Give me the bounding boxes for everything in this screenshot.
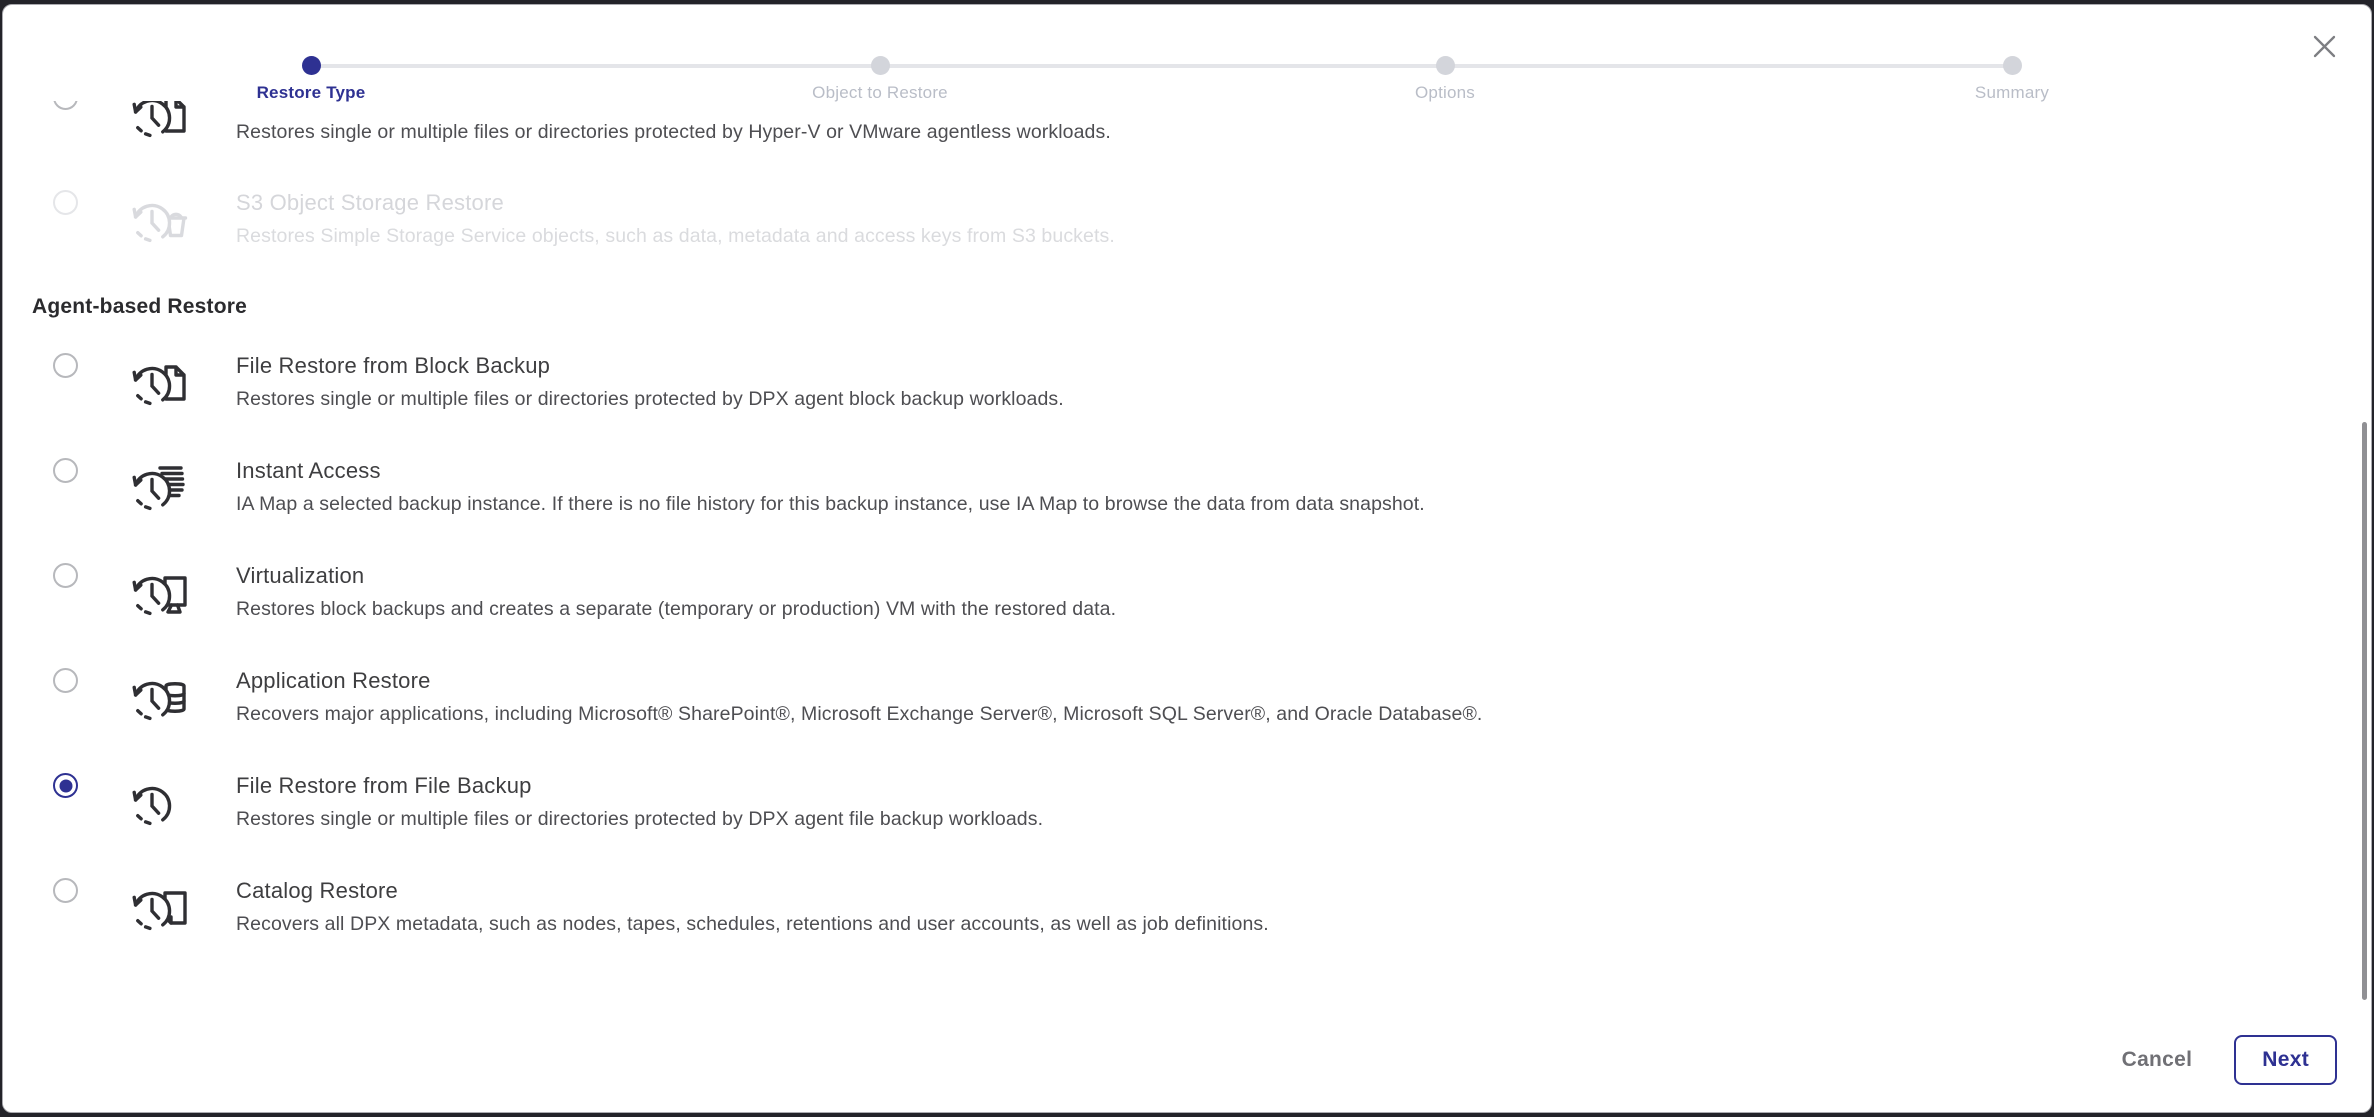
restore-option-description: Recovers all DPX metadata, such as nodes, tapes, schedules, retentions and user accounts, as well as job definitions. xyxy=(236,913,1269,935)
restore-option-title: Virtualization xyxy=(236,563,365,588)
next-button[interactable]: Next xyxy=(2234,1035,2337,1085)
radio-button[interactable] xyxy=(53,101,78,110)
restore-option-title: File Restore from Block Backup xyxy=(236,353,551,378)
restore-clock-database-icon xyxy=(123,668,193,734)
step-summary[interactable] xyxy=(1862,56,2162,103)
step-dot-icon xyxy=(302,56,321,75)
restore-option-title: Instant Access xyxy=(236,458,381,483)
step-label: Summary xyxy=(1974,83,2050,102)
restore-clock-monitor-icon xyxy=(123,563,193,629)
radio-button[interactable] xyxy=(53,563,78,588)
restore-option-description: IA Map a selected backup instance. If there is no file history for this backup instance, use IA Map to browse the data from data snapshot. xyxy=(236,493,1425,515)
restore-option-file-restore-from-block-backup[interactable] xyxy=(3,353,2357,417)
section-header-agent-based-restore: Agent-based Restore xyxy=(32,295,248,318)
restore-clock-page-icon xyxy=(123,353,193,419)
scrollbar-thumb[interactable] xyxy=(2362,422,2367,1000)
restore-clock-icon xyxy=(123,773,193,839)
stepper-track xyxy=(311,64,2012,68)
restore-option-description: Restores single or multiple files or directories protected by DPX agent file backup workloads. xyxy=(236,808,1044,830)
restore-wizard-dialog xyxy=(2,4,2372,1113)
dialog-footer xyxy=(3,1008,2371,1112)
radio-button[interactable] xyxy=(53,458,78,483)
step-dot-icon xyxy=(2003,56,2022,75)
restore-option-virtualization[interactable] xyxy=(3,563,2357,627)
restore-option-description: Restores single or multiple files or directories protected by Hyper-V or VMware agentless workloads. xyxy=(236,121,1111,143)
restore-clock-bucket-icon xyxy=(123,190,193,256)
restore-option-instant-access[interactable] xyxy=(3,458,2357,522)
radio-button[interactable] xyxy=(53,668,78,693)
restore-option-title: Application Restore xyxy=(236,668,431,693)
restore-option-file-restore-from-file-backup[interactable] xyxy=(3,773,2357,837)
restore-option-partial[interactable] xyxy=(3,101,2357,149)
restore-clock-speed-lines-icon xyxy=(123,458,193,524)
restore-type-list xyxy=(3,101,2357,1008)
radio-button[interactable] xyxy=(53,878,78,903)
restore-option-description: Restores Simple Storage Service objects, such as data, metadata and access keys from S3 buckets. xyxy=(236,225,1115,247)
radio-button xyxy=(53,190,78,215)
restore-option-description: Recovers major applications, including Microsoft® SharePoint®, Microsoft Exchange Server®, Microsoft SQL Server®, and Oracle Database®. xyxy=(236,703,1483,725)
restore-option-description: Restores block backups and creates a separate (temporary or production) VM with the restored data. xyxy=(236,598,1117,620)
step-label: Object to Restore xyxy=(812,83,948,102)
step-label: Restore Type xyxy=(256,83,366,102)
step-options[interactable] xyxy=(1295,56,1595,103)
restore-option-catalog-restore[interactable] xyxy=(3,878,2357,942)
restore-option-application-restore[interactable] xyxy=(3,668,2357,732)
restore-option-description: Restores single or multiple files or directories protected by DPX agent block backup workloads. xyxy=(236,388,1064,410)
restore-clock-page-icon xyxy=(123,101,193,151)
restore-option-s3-object-storage xyxy=(3,190,2357,254)
restore-clock-catalog-icon xyxy=(123,878,193,944)
step-dot-icon xyxy=(1436,56,1455,75)
restore-option-title: Catalog Restore xyxy=(236,878,398,903)
restore-option-title: File Restore from File Backup xyxy=(236,773,532,798)
radio-button[interactable] xyxy=(53,353,78,378)
cancel-button[interactable]: Cancel xyxy=(2121,1048,2193,1071)
step-dot-icon xyxy=(871,56,890,75)
restore-option-title: S3 Object Storage Restore xyxy=(236,190,504,215)
step-object-to-restore[interactable] xyxy=(730,56,1030,103)
step-label: Options xyxy=(1415,83,1475,102)
close-icon[interactable] xyxy=(2307,29,2341,63)
radio-button-selected[interactable] xyxy=(53,773,78,798)
step-restore-type[interactable] xyxy=(161,56,461,103)
